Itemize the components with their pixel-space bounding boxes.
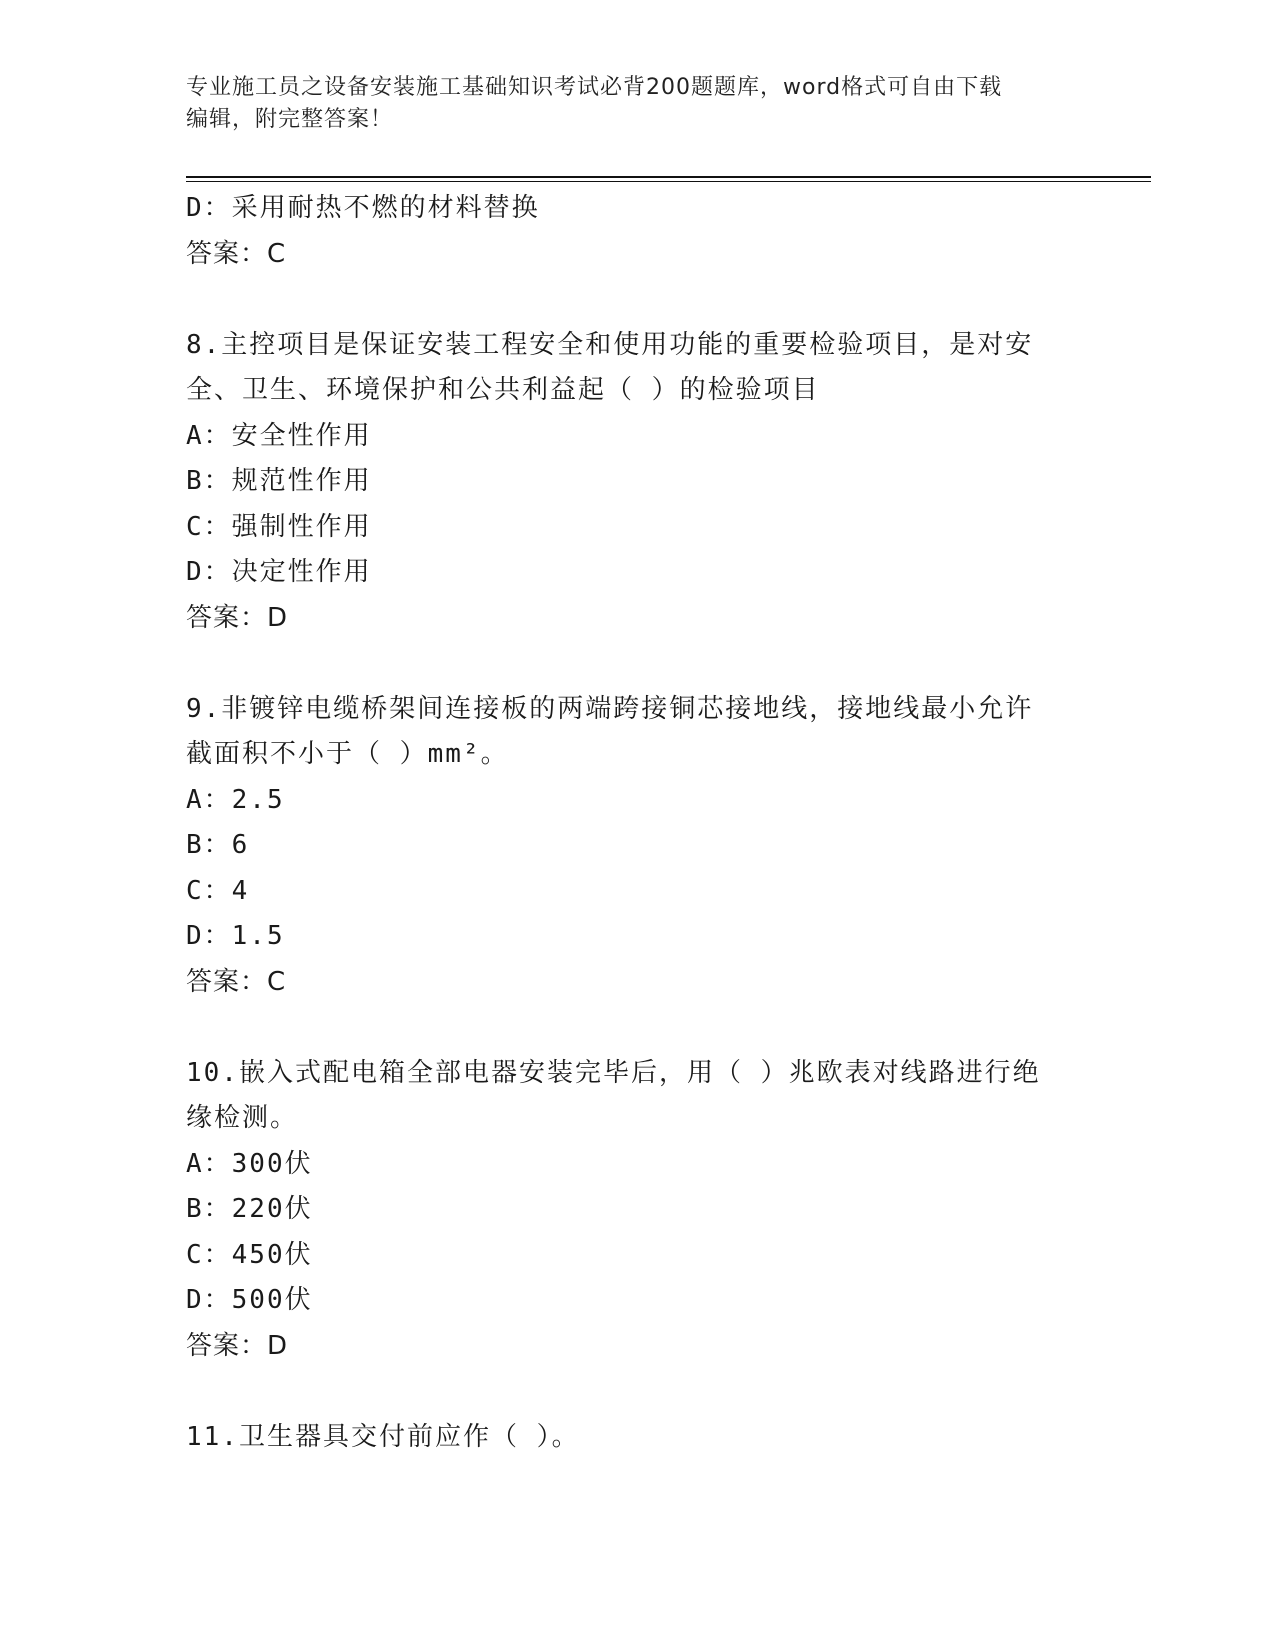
question-stem-continued: 缘检测。 [186,1103,299,1133]
option-d: D：500伏 [186,1285,313,1315]
question-8 [186,323,1066,642]
question-stem: 10.嵌入式配电箱全部电器安装完毕后，用（ ）兆欧表对线路进行绝 [186,1057,1041,1088]
spacer [186,277,1066,323]
question-list [186,186,1066,1460]
answer: 答案：C [186,966,287,997]
prev-option-d: D：采用耐热不燃的材料替换 [186,193,540,223]
question-stem: 8.主控项目是保证安装工程安全和使用功能的重要检验项目，是对安 [186,329,1034,360]
question-stem: 11.卫生器具交付前应作（ ）。 [186,1421,580,1452]
question-10 [186,1051,1066,1370]
option-c: C：4 [186,875,250,906]
option-d: D：1.5 [186,921,285,951]
header-divider-thick [186,176,1151,178]
question-11 [186,1415,1066,1461]
header-title-line-2: 编辑，附完整答案！ [186,107,394,132]
option-c: C：强制性作用 [186,511,372,542]
option-d: D：决定性作用 [186,557,372,587]
option-b: B：220伏 [186,1194,313,1224]
option-a: A：2.5 [186,784,285,815]
spacer [186,1005,1066,1051]
document-header [186,72,1066,136]
option-c: C：450伏 [186,1239,313,1270]
option-b: B：规范性作用 [186,466,372,496]
option-b: B：6 [186,830,250,860]
header-title-line-1: 专业施工员之设备安装施工基础知识考试必背200题题库，word格式可自由下载 [186,75,1003,100]
answer: 答案：D [186,602,289,633]
header-divider-thin [186,181,1151,182]
question-stem-continued: 截面积不小于（ ）mm²。 [186,739,509,769]
option-a: A：300伏 [186,1148,313,1179]
spacer [186,641,1066,687]
question-9 [186,687,1066,1006]
spacer [186,1369,1066,1415]
answer: 答案：D [186,1330,289,1361]
option-a: A：安全性作用 [186,420,372,451]
question-stem-continued: 全、卫生、环境保护和公共利益起（ ）的检验项目 [186,375,820,405]
question-stem: 9.非镀锌电缆桥架间连接板的两端跨接铜芯接地线，接地线最小允许 [186,693,1034,724]
prev-answer: 答案：C [186,238,287,269]
